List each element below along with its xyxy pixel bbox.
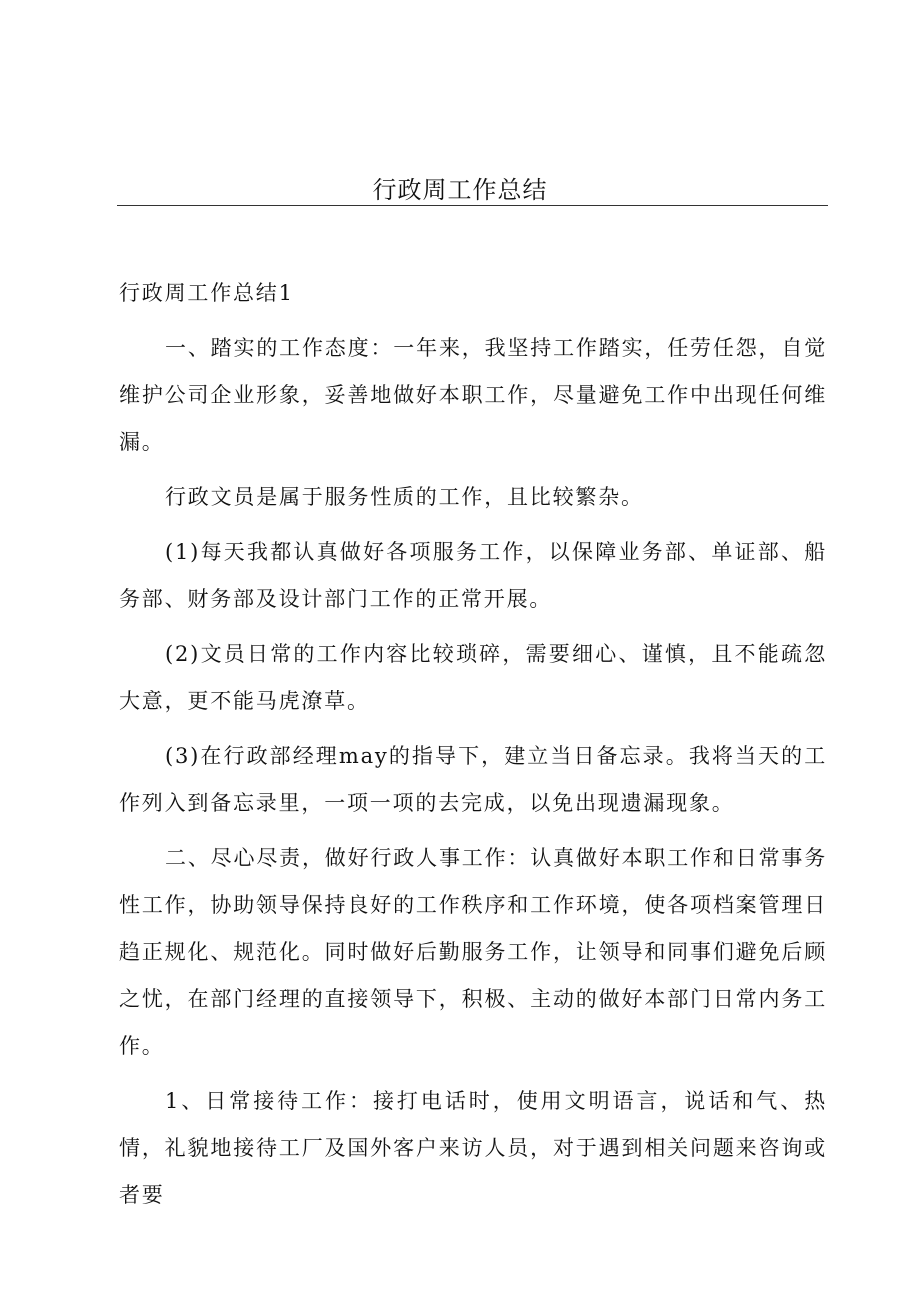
paragraph-reception: 1、日常接待工作：接打电话时，使用文明语言，说话和气、热情，礼貌地接待工厂及国外客户来访人员，对于遇到相关问题来咨询或者要 bbox=[119, 1089, 827, 1207]
document-body bbox=[119, 270, 827, 1219]
paragraph-item-1: (1)每天我都认真做好各项服务工作，以保障业务部、单证部、船务部、财务部及设计部门工作的正常开展。 bbox=[119, 540, 827, 611]
paragraph-admin-work: 二、尽心尽责，做好行政人事工作：认真做好本职工作和日常事务性工作，协助领导保持良好的工作秩序和工作环境，使各项档案管理日趋正规化、规范化。同时做好后勤服务工作，让领导和同事们避免后顾之忧，在部门经理的直接领导下，积极、主动的做好本部门日常内务工作。 bbox=[119, 846, 827, 1058]
document-title: 行政周工作总结 bbox=[372, 176, 548, 204]
paragraph-item-3: (3)在行政部经理may的指导下，建立当日备忘录。我将当天的工作列入到备忘录里，一项一项的去完成，以免出现遗漏现象。 bbox=[119, 744, 827, 815]
paragraph-item-2: (2)文员日常的工作内容比较琐碎，需要细心、谨慎，且不能疏忽大意，更不能马虎潦草。 bbox=[119, 642, 827, 713]
title-underline bbox=[117, 205, 828, 206]
section-heading: 行政周工作总结1 bbox=[119, 281, 294, 305]
paragraph-attitude: 一、踏实的工作态度：一年来，我坚持工作踏实，任劳任怨，自觉维护公司企业形象，妥善地做好本职工作，尽量避免工作中出现任何维漏。 bbox=[119, 336, 827, 454]
paragraph-service-nature: 行政文员是属于服务性质的工作，且比较繁杂。 bbox=[165, 485, 644, 509]
